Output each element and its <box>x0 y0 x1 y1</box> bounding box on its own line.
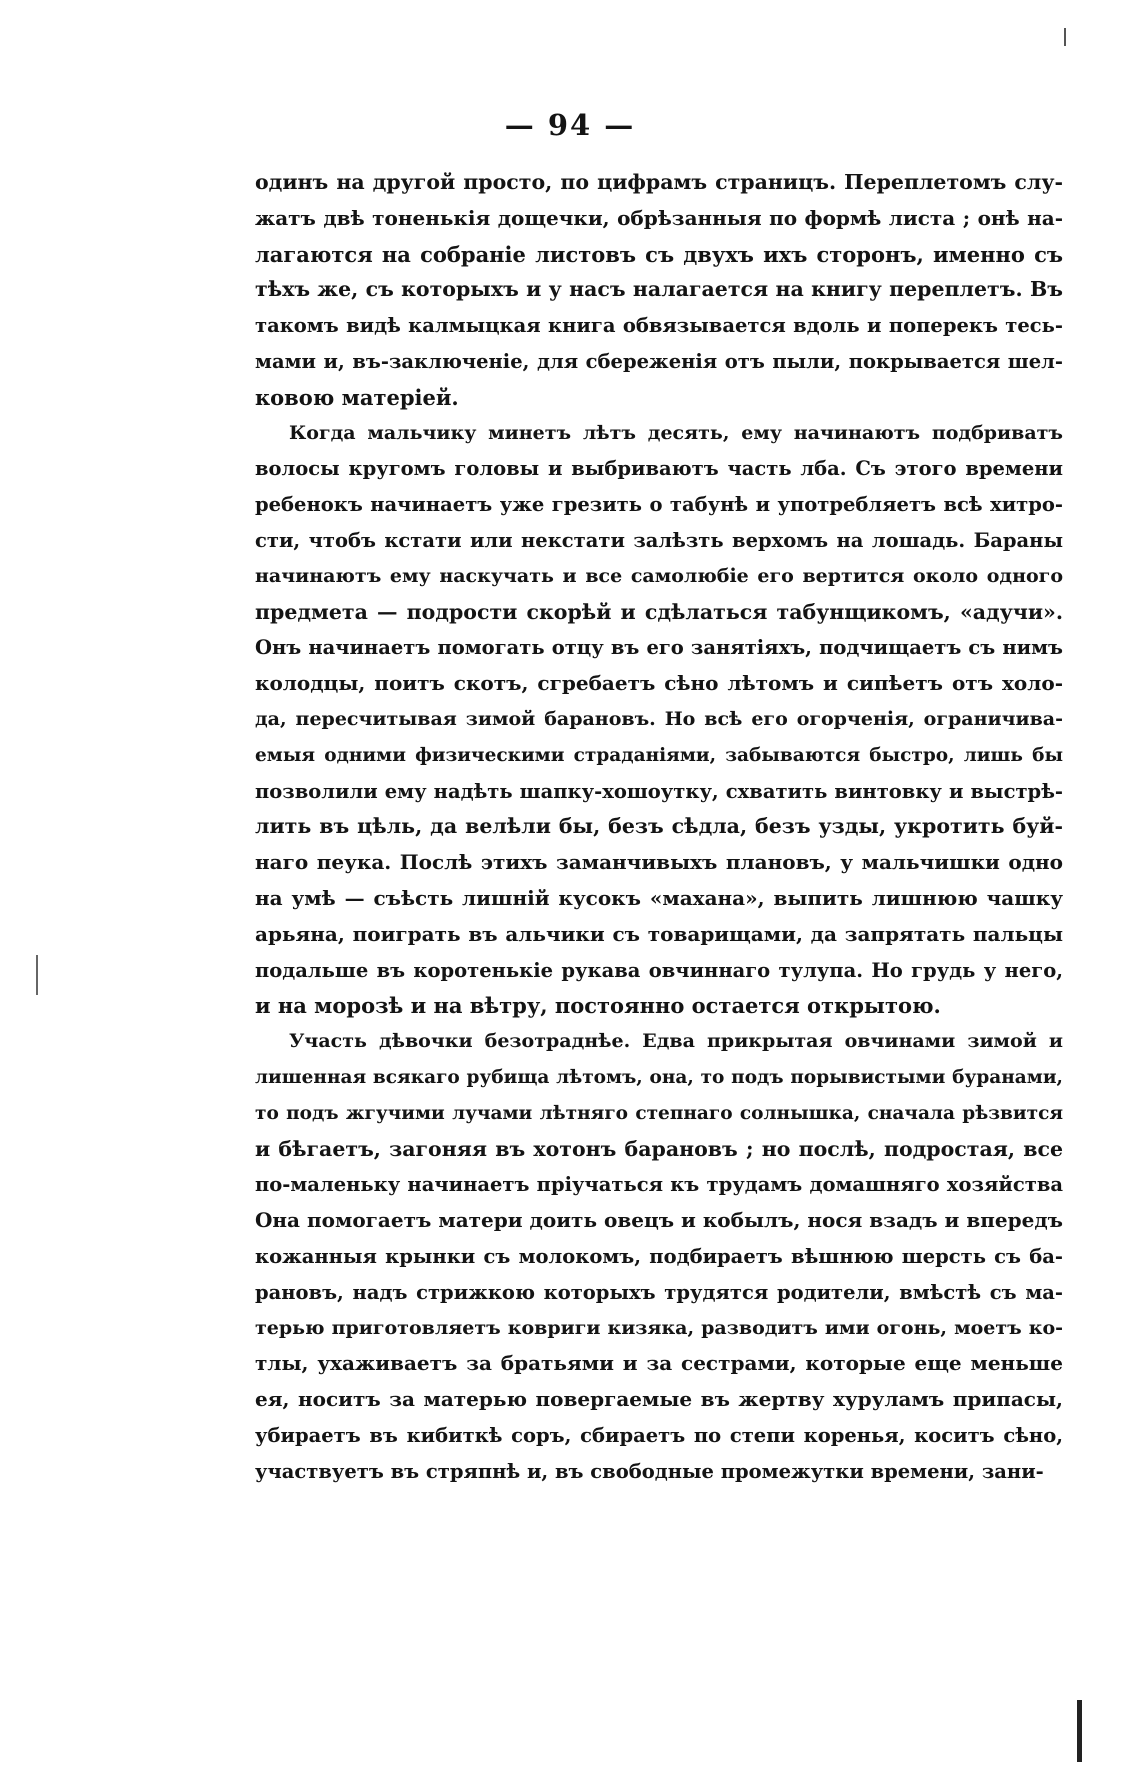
text-line: жатъ двѣ тоненькія дощечки, обрѣзанныя по формѣ листа ; онѣ на- <box>255 205 1063 230</box>
text-line: и на морозѣ и на вѣтру, постоянно остается открытою. <box>255 993 941 1019</box>
text-line: да, пересчитывая зимой барановъ. Но всѣ его огорченія, ограничива- <box>255 707 1063 730</box>
text-line: убираетъ въ кибиткѣ соръ, сбираетъ по степи коренья, коситъ сѣно, <box>255 1423 1063 1447</box>
page-number: — 94 — <box>504 108 636 142</box>
text-line: то подъ жгучими лучами лѣтняго степнаго солнышка, сначала рѣзвится <box>255 1102 1063 1124</box>
text-line: Когда мальчику минетъ лѣтъ десять, ему начинаютъ подбриватъ <box>289 421 1063 444</box>
text-line: предмета — подрости скорѣй и сдѣлаться табунщикомъ, «адучи». <box>255 599 1063 624</box>
margin-mark-top <box>1064 28 1066 46</box>
margin-mark-bottom-right <box>1077 1700 1082 1762</box>
text-line: подальше въ коротенькіе рукава овчиннаго тулупа. Но грудь у него, <box>255 958 1063 982</box>
text-line: ея, носитъ за матерью повергаемые въ жертву хуруламъ припасы, <box>255 1387 1063 1412</box>
text-line: лишенная всякаго рубища лѣтомъ, она, то подъ порывистыми буранами, <box>255 1066 1063 1088</box>
text-line: емыя одними физическими страданіями, забываются быстро, лишь бы <box>255 744 1063 766</box>
text-line: Участь дѣвочки безотраднѣе. Едва прикрытая овчинами зимой и <box>289 1030 1063 1053</box>
text-line: рановъ, надъ стрижкою которыхъ трудятся родители, вмѣстѣ съ ма- <box>255 1280 1063 1304</box>
text-line: на умѣ — съѣсть лишній кусокъ «махана», выпить лишнюю чашку <box>255 885 1063 910</box>
text-line: Онъ начинаетъ помогать отцу въ его занятіяхъ, подчищаетъ съ нимъ <box>255 636 1063 660</box>
text-line: кожанныя крынки съ молокомъ, подбираетъ вѣшнюю шерсть съ ба- <box>255 1244 1063 1268</box>
text-line: наго пеука. Послѣ этихъ заманчивыхъ плановъ, у мальчишки одно <box>255 850 1063 875</box>
text-line: арьяна, поиграть въ альчики съ товарищами, да запрятать пальцы <box>255 921 1063 946</box>
text-line: терью приготовляетъ ковриги кизяка, разводитъ ими огонь, моетъ ко- <box>255 1316 1063 1339</box>
text-line: сти, чтобъ кстати или некстати залѣзть верхомъ на лошадь. Бараны <box>255 528 1063 552</box>
margin-mark-left <box>36 955 38 995</box>
text-line: и бѣгаетъ, загоняя въ хотонъ барановъ ; но послѣ, подростая, все <box>255 1136 1063 1161</box>
text-line: позволили ему надѣть шапку-хошоутку, схватить винтовку и выстрѣ- <box>255 779 1063 803</box>
text-line: участвуетъ въ стряпнѣ и, въ свободные промежутки времени, зани- <box>255 1459 1044 1483</box>
text-line: тѣхъ же, съ которыхъ и у насъ налагается на книгу переплетъ. Въ <box>255 277 1063 302</box>
text-body <box>255 165 1063 1489</box>
text-line: колодцы, поитъ скотъ, сгребаетъ сѣно лѣтомъ и сипѣетъ отъ холо- <box>255 671 1063 696</box>
text-line: ковою матеріей. <box>255 384 459 410</box>
paragraph <box>255 416 1063 1025</box>
text-line: лить въ цѣль, да велѣли бы, безъ сѣдла, безъ узды, укротить буй- <box>255 814 1063 839</box>
text-line: начинаютъ ему наскучать и все самолюбіе его вертится около одного <box>255 564 1063 587</box>
text-line: по-маленьку начинаетъ пріучаться къ трудамъ домашняго хозяйства <box>255 1173 1063 1197</box>
text-line: волосы кругомъ головы и выбриваютъ часть лба. Съ этого времени <box>255 457 1063 481</box>
text-line: такомъ видѣ калмыцкая книга обвязывается вдоль и поперекъ тесь- <box>255 314 1063 338</box>
text-line: мами и, въ-заключеніе, для сбереженія отъ пыли, покрывается шел- <box>255 349 1063 373</box>
paragraph <box>255 165 1063 416</box>
text-line: ребенокъ начинаетъ уже грезить о табунѣ и употребляетъ всѣ хитро- <box>255 493 1063 517</box>
paragraph <box>255 1024 1063 1489</box>
text-line: Она помогаетъ матери доить овецъ и кобылъ, нося взадъ и впередъ <box>255 1208 1063 1233</box>
text-line: тлы, ухаживаетъ за братьями и за сестрами, которые еще меньше <box>255 1351 1063 1376</box>
text-line: лагаются на собраніе листовъ съ двухъ ихъ сторонъ, именно съ <box>255 241 1063 267</box>
text-line: одинъ на другой просто, по цифрамъ страницъ. Переплетомъ слу- <box>255 170 1063 194</box>
